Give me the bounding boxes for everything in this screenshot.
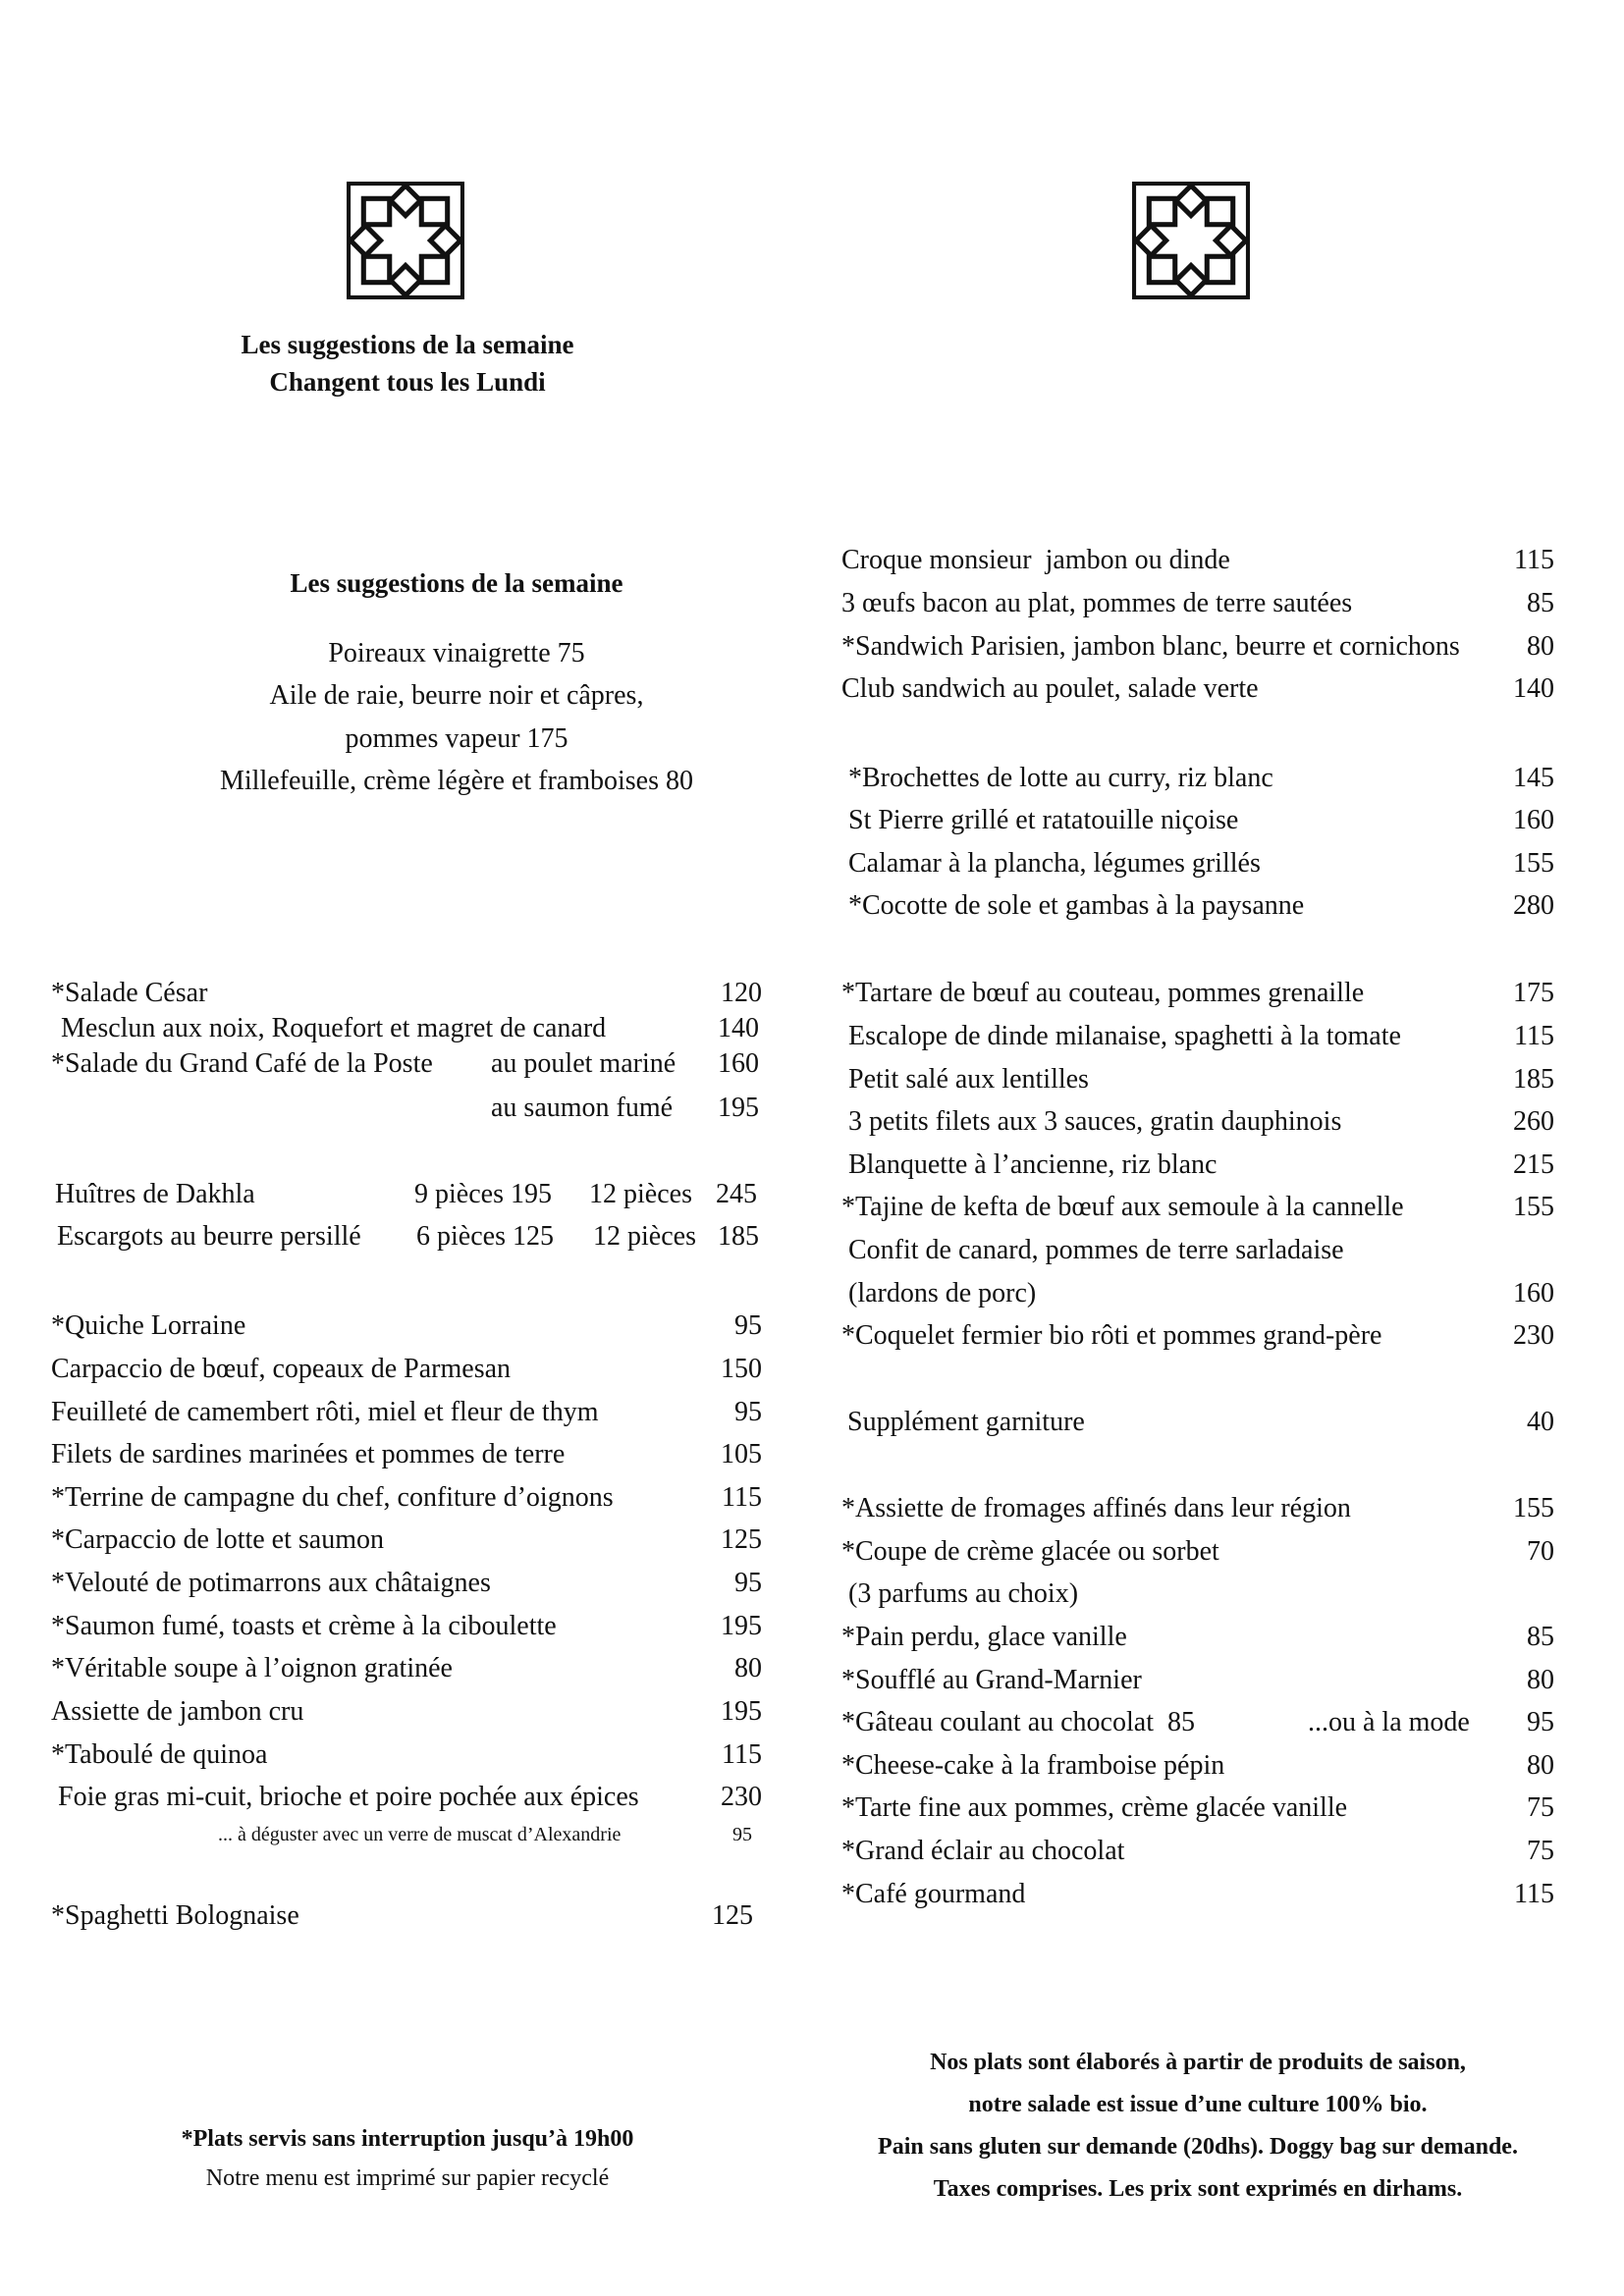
item-name: Mesclun aux noix, Roquefort et magret de canard — [61, 1013, 607, 1043]
menu-item — [51, 1435, 762, 1474]
menu-item — [841, 1017, 1554, 1056]
item-name: Escargots au beurre persillé — [57, 1221, 361, 1252]
item-price: 160 — [1513, 805, 1554, 835]
header-line-1: Les suggestions de la semaine — [241, 330, 574, 359]
menu-item — [51, 1393, 762, 1432]
item-price: 115 — [1514, 545, 1554, 575]
star-tile-icon — [1131, 180, 1251, 301]
item-price: 155 — [1513, 1192, 1554, 1222]
menu-item — [51, 1089, 762, 1128]
item-price: 80 — [1527, 631, 1554, 662]
footer-note: notre salade est issue d’une culture 100% bio. — [968, 2092, 1428, 2117]
item-name: *Cheese-cake à la framboise pépin — [841, 1750, 1225, 1781]
menu-item — [841, 1618, 1554, 1657]
menu-item — [841, 1274, 1554, 1313]
item-name: *Velouté de potimarrons aux châtaignes — [51, 1568, 491, 1598]
menu-item — [841, 669, 1554, 709]
menu-item — [841, 1875, 1554, 1914]
item-name: Supplément garniture — [847, 1407, 1085, 1437]
item-name: Club sandwich au poulet, salade verte — [841, 673, 1259, 704]
item-price: 120 — [721, 978, 762, 1008]
item-name: *Brochettes de lotte au curry, riz blanc — [841, 763, 1273, 793]
item-price: 125 — [712, 1900, 753, 1931]
item-price: 85 — [1527, 1622, 1554, 1652]
footer-note: Nos plats sont élaborés à partir de produits de saison, — [930, 2050, 1466, 2075]
item-price: 175 — [1513, 978, 1554, 1008]
menu-item — [51, 974, 762, 1013]
item-price: 75 — [1527, 1792, 1554, 1823]
item-name: (3 parfums au choix) — [841, 1578, 1079, 1609]
item-name: *Grand éclair au chocolat — [841, 1836, 1125, 1866]
item-price: 95 — [1527, 1707, 1554, 1737]
footer-note: Taxes comprises. Les prix sont exprimés en dirhams. — [933, 2176, 1463, 2202]
item-name: *Carpaccio de lotte et saumon — [51, 1524, 384, 1555]
item-name: *Taboulé de quinoa — [51, 1739, 268, 1770]
footer-recycled-paper: Notre menu est imprimé sur papier recyclé — [205, 2165, 610, 2191]
menu-item — [841, 541, 1554, 580]
menu-item — [51, 1564, 762, 1603]
item-price: 155 — [1513, 848, 1554, 879]
item-price: 195 — [721, 1611, 762, 1641]
item-name: *Terrine de campagne du chef, confiture d’oignons — [51, 1482, 614, 1513]
star-tile-icon — [346, 180, 465, 301]
menu-item — [51, 1350, 762, 1389]
item-price: 185 — [718, 1221, 759, 1252]
footer-service-hours: *Plats servis sans interruption jusqu’à 19h00 — [181, 2126, 634, 2152]
item-option: 6 pièces 125 — [416, 1221, 554, 1252]
menu-item — [841, 1146, 1554, 1185]
menu-item — [841, 974, 1554, 1013]
item-option: au poulet mariné — [491, 1048, 677, 1079]
menu-item-addon — [51, 1815, 762, 1854]
menu-item — [841, 627, 1554, 667]
item-name: *Assiette de fromages affinés dans leur région — [841, 1493, 1351, 1523]
menu-item — [841, 1188, 1554, 1227]
menu-item — [841, 1532, 1554, 1572]
menu-item — [841, 1060, 1554, 1099]
item-price: 80 — [1527, 1665, 1554, 1695]
menu-item — [841, 759, 1554, 798]
item-name: *Gâteau coulant au chocolat 85 — [841, 1707, 1195, 1737]
item-price: 75 — [1527, 1836, 1554, 1866]
menu-item — [841, 584, 1554, 623]
menu-item — [841, 1316, 1554, 1356]
item-name: *Saumon fumé, toasts et crème à la ciboulette — [51, 1611, 557, 1641]
item-price: 160 — [718, 1048, 759, 1079]
item-price: 160 — [1513, 1278, 1554, 1308]
logo-right — [1131, 180, 1251, 301]
item-name: Blanquette à l’ancienne, riz blanc — [841, 1149, 1218, 1180]
menu-item — [841, 1231, 1554, 1270]
item-name: *Coupe de crème glacée ou sorbet — [841, 1536, 1219, 1567]
item-option: ...ou à la mode — [1308, 1707, 1470, 1737]
item-name: *Coquelet fermier bio rôti et pommes grand-père — [841, 1320, 1382, 1351]
suggestions-title: Les suggestions de la semaine — [290, 568, 623, 598]
suggestion-line: pommes vapeur 175 — [345, 723, 568, 754]
item-name: Carpaccio de bœuf, copeaux de Parmesan — [51, 1354, 512, 1384]
item-name: Calamar à la plancha, légumes grillés — [841, 848, 1261, 879]
menu-item — [841, 1403, 1554, 1442]
item-name: Croque monsieur jambon ou dinde — [841, 545, 1230, 575]
item-price: 195 — [721, 1696, 762, 1727]
menu-item — [51, 1735, 762, 1775]
header-line-2: Changent tous les Lundi — [269, 367, 546, 397]
item-price: 115 — [1514, 1021, 1554, 1051]
item-price: 140 — [1513, 673, 1554, 704]
item-name: *Soufflé au Grand-Marnier — [841, 1665, 1142, 1695]
item-option: 12 pièces — [589, 1179, 692, 1209]
menu-item — [841, 1789, 1554, 1828]
menu-item — [841, 801, 1554, 840]
item-name: *Tartare de bœuf au couteau, pommes grenaille — [841, 978, 1365, 1008]
item-name: *Véritable soupe à l’oignon gratinée — [51, 1653, 453, 1683]
menu-item — [841, 886, 1554, 926]
menu-item — [51, 1478, 762, 1518]
item-name: St Pierre grillé et ratatouille niçoise — [841, 805, 1239, 835]
item-price: 115 — [722, 1482, 762, 1513]
item-price: 155 — [1513, 1493, 1554, 1523]
item-name: *Spaghetti Bolognaise — [51, 1900, 299, 1931]
item-name: Escalope de dinde milanaise, spaghetti à la tomate — [841, 1021, 1401, 1051]
item-name: *Sandwich Parisien, jambon blanc, beurre et cornichons — [841, 631, 1460, 662]
item-price: 185 — [1513, 1064, 1554, 1095]
menu-item — [841, 1489, 1554, 1528]
item-name: (lardons de porc) — [841, 1278, 1037, 1308]
menu-item — [51, 1044, 762, 1084]
menu-item — [51, 1896, 762, 1936]
item-name: Huîtres de Dakhla — [55, 1179, 255, 1209]
menu-item — [841, 1832, 1554, 1871]
item-name: Foie gras mi-cuit, brioche et poire pochée aux épices — [51, 1782, 639, 1812]
item-price: 245 — [716, 1179, 757, 1209]
suggestion-line: Poireaux vinaigrette 75 — [328, 638, 585, 668]
menu-item — [841, 1703, 1554, 1742]
item-price: 95 — [734, 1310, 762, 1341]
item-price: 95 — [734, 1397, 762, 1427]
menu-item — [51, 1217, 762, 1256]
item-name: Confit de canard, pommes de terre sarladaise — [841, 1235, 1344, 1265]
item-price: 115 — [1514, 1879, 1554, 1909]
suggestion-line: Millefeuille, crème légère et framboises 80 — [219, 766, 693, 796]
item-name: Feuilleté de camembert rôti, miel et fleur de thym — [51, 1397, 599, 1427]
item-price: 215 — [1513, 1149, 1554, 1180]
menu-item — [841, 1102, 1554, 1142]
item-price: 230 — [1513, 1320, 1554, 1351]
menu-item — [51, 1175, 762, 1214]
menu-item — [51, 1009, 762, 1048]
item-name: 3 petits filets aux 3 sauces, gratin dauphinois — [841, 1106, 1342, 1137]
item-name: 3 œufs bacon au plat, pommes de terre sautées — [841, 588, 1353, 618]
item-price: 150 — [721, 1354, 762, 1384]
menu-item — [51, 1778, 762, 1817]
item-name: *Tajine de kefta de bœuf aux semoule à la cannelle — [841, 1192, 1404, 1222]
menu-item — [841, 844, 1554, 883]
menu-item — [51, 1307, 762, 1346]
item-name: *Pain perdu, glace vanille — [841, 1622, 1127, 1652]
item-name: Petit salé aux lentilles — [841, 1064, 1089, 1095]
item-name: Assiette de jambon cru — [51, 1696, 304, 1727]
logo-left — [346, 180, 465, 301]
item-price: 40 — [1527, 1407, 1554, 1437]
item-price: 70 — [1527, 1536, 1554, 1567]
item-price: 230 — [721, 1782, 762, 1812]
menu-item — [51, 1607, 762, 1646]
item-name: *Salade du Grand Café de la Poste — [51, 1048, 433, 1079]
menu-item — [51, 1692, 762, 1732]
item-price: 260 — [1513, 1106, 1554, 1137]
item-name: ... à déguster avec un verre de muscat d’Alexandrie — [218, 1824, 622, 1845]
menu-item — [841, 1575, 1554, 1614]
item-price: 85 — [1527, 588, 1554, 618]
item-name: Filets de sardines marinées et pommes de terre — [51, 1439, 566, 1469]
item-name: *Café gourmand — [841, 1879, 1026, 1909]
item-option: 9 pièces 195 — [414, 1179, 552, 1209]
item-price: 80 — [1527, 1750, 1554, 1781]
item-option: 12 pièces — [593, 1221, 696, 1252]
item-price: 140 — [718, 1013, 759, 1043]
item-price: 195 — [718, 1093, 759, 1123]
item-price: 95 — [734, 1568, 762, 1598]
item-price: 280 — [1513, 890, 1554, 921]
item-name: *Salade César — [51, 978, 208, 1008]
menu-item — [841, 1661, 1554, 1700]
item-price: 145 — [1513, 763, 1554, 793]
item-price: 105 — [721, 1439, 762, 1469]
suggestion-line: Aile de raie, beurre noir et câpres, — [269, 680, 644, 711]
menu-item — [841, 1746, 1554, 1786]
item-price: 95 — [732, 1824, 752, 1845]
item-price: 125 — [721, 1524, 762, 1555]
item-price: 80 — [734, 1653, 762, 1683]
item-name: *Cocotte de sole et gambas à la paysanne — [841, 890, 1305, 921]
footer-note: Pain sans gluten sur demande (20dhs). Doggy bag sur demande. — [878, 2134, 1518, 2160]
item-price: 115 — [722, 1739, 762, 1770]
item-name: *Quiche Lorraine — [51, 1310, 246, 1341]
item-name: *Tarte fine aux pommes, crème glacée vanille — [841, 1792, 1348, 1823]
item-option: au saumon fumé — [491, 1093, 674, 1123]
menu-item — [51, 1649, 762, 1688]
menu-item — [51, 1521, 762, 1560]
